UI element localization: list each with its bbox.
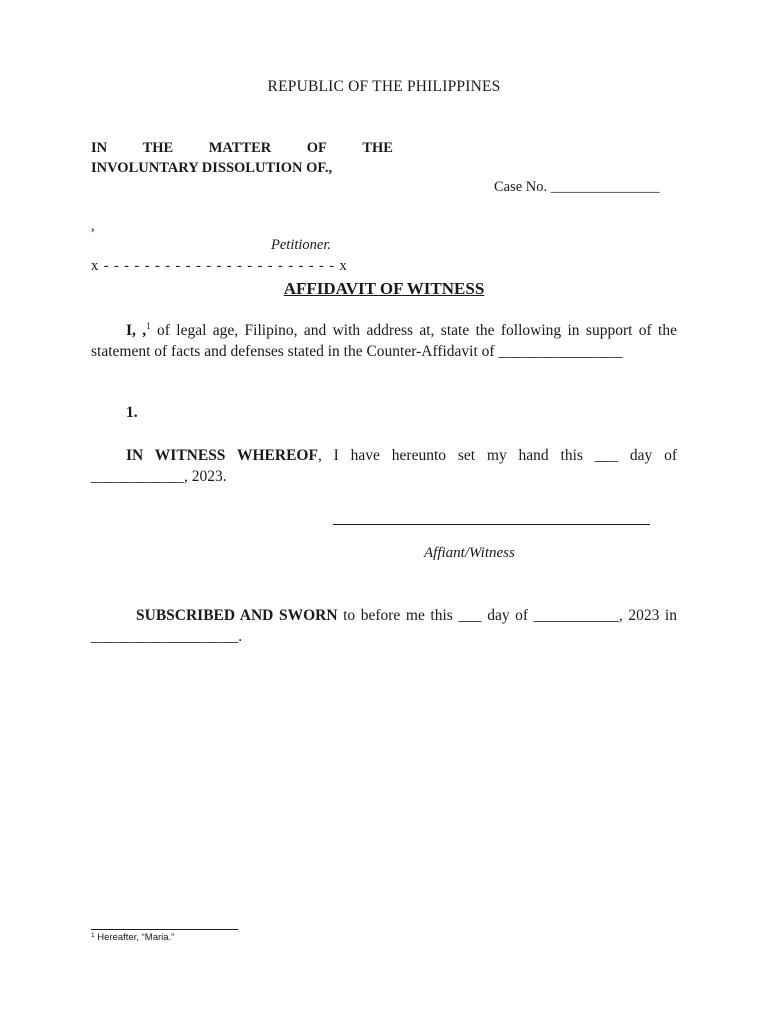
footnote-reference: 1 [146,321,151,331]
document-title: AFFIDAVIT OF WITNESS [283,279,485,298]
witness-whereof-text: , I have hereunto set my hand this ___ day of ____________, 2023. [91,447,677,485]
affiant-label: Affiant/Witness [424,545,515,561]
witness-whereof-bold: IN WITNESS WHEREOF [126,447,318,464]
case-caption-line-2: INVOLUNTARY DISSOLUTION OF., [91,160,333,176]
caption-word: IN [91,140,108,156]
footnote [91,932,174,943]
intro-text: of legal age, Filipino, and with address at, state the following in support of the statement of facts and defenses stated in the Counter-Affidavit of ________________ [91,322,677,360]
caption-word: THE [362,140,393,156]
jurat-bold: SUBSCRIBED AND SWORN [136,607,338,624]
footnote-separator [91,929,238,930]
caption-word: OF [306,140,327,156]
jurat-paragraph [91,605,677,647]
intro-lead: I, , [126,322,147,339]
footnote-text: Hereafter, “Maria.” [94,932,175,943]
petitioner-label: Petitioner. [271,237,332,253]
case-number: Case No. _______________ [494,179,660,195]
case-caption-line-1 [91,140,393,157]
republic-heading: REPUBLIC OF THE PHILIPPINES [267,78,501,95]
caption-word: THE [142,140,174,156]
intro-paragraph [91,320,677,362]
witness-whereof-paragraph [91,445,677,487]
party-name-line: , [91,218,95,234]
jurat-text: to before me this ___ day of ___________, 2023 in ___________________. [91,607,677,645]
numbered-item: 1. [126,404,138,421]
signature-line [333,524,650,525]
caption-separator: x - - - - - - - - - - - - - - - - - - - - - - - x [91,258,348,274]
footnote-number: 1 [91,932,95,939]
caption-word: MATTER [208,140,272,156]
